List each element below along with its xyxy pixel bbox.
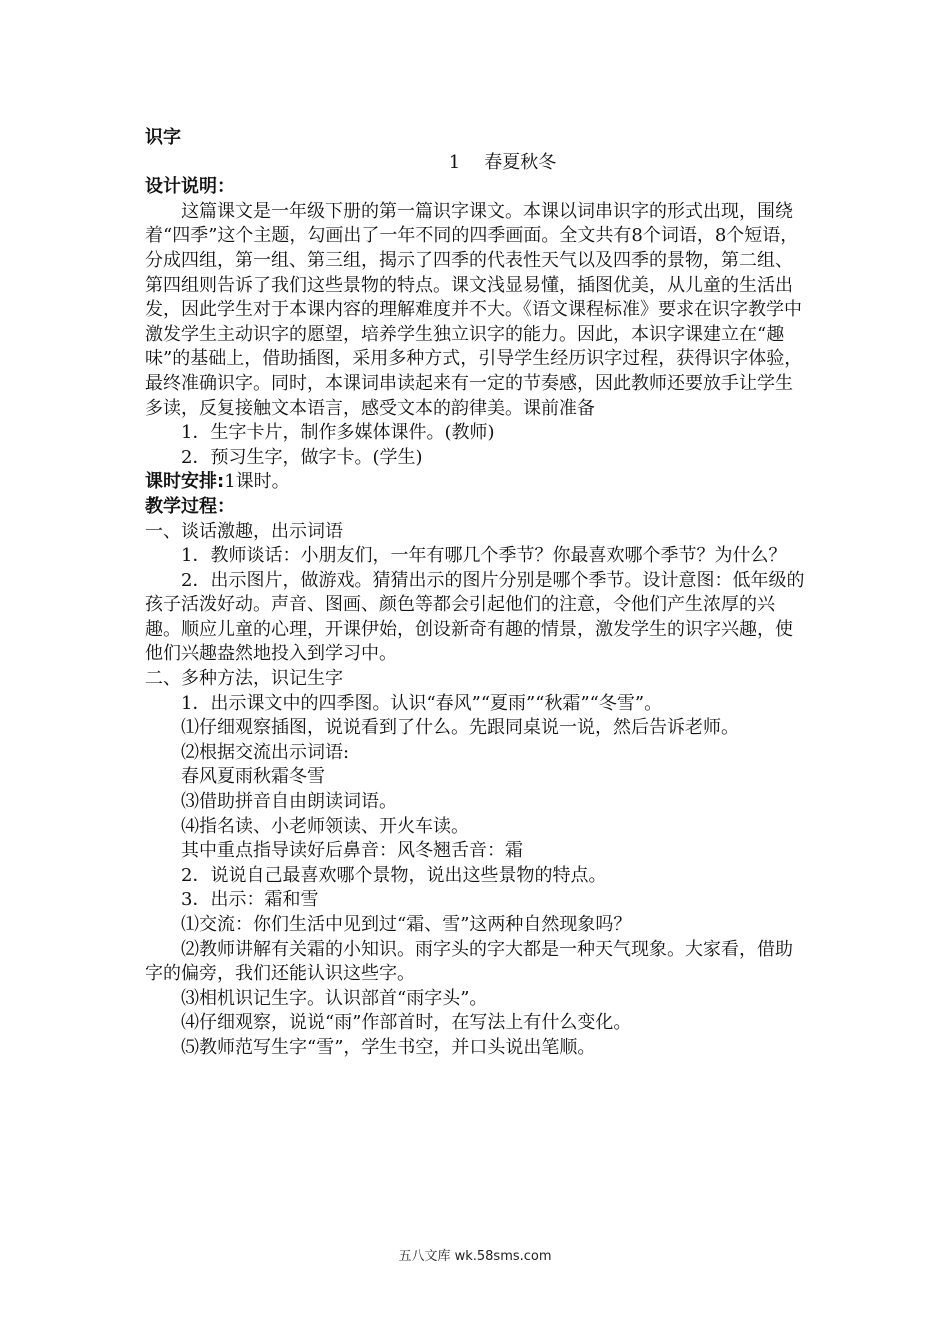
part2-sub-item: ⑷仔细观察，说说“雨”作部首时，在写法上有什么变化。 — [181, 1012, 632, 1034]
part1-title: 一、谈话激趣，出示词语 — [145, 520, 343, 542]
part2-item: 1．出示课文中的四季图。认识“春风”“夏雨”“秋霜”“冬雪”。 — [181, 692, 663, 714]
word-list: 春风夏雨秋霜冬雪 — [181, 766, 325, 788]
part2-sub-item: ⑵根据交流出示词语: — [181, 741, 350, 763]
part2-sub-item: ⑴交流：你们生活中见到过“霜、雪”这两种自然现象吗？ — [181, 914, 632, 935]
part2-sub-item: ⑸教师范写生字“雪”，学生书空，并口头说出笔顺。 — [181, 1036, 596, 1058]
schedule-line — [145, 470, 810, 495]
lesson-number: 1 — [448, 151, 461, 173]
part2-sub-item: ⑵教师讲解有关霜的小知识。雨字头的字大都是一种天气现象。大家看，借助字的偏旁，我们还能认识这些字。 — [145, 938, 793, 985]
part1-item: 1．教师谈话：小朋友们，一年有哪几个季节？你最喜欢哪个季节？为什么？ — [181, 545, 787, 567]
design-paragraph: 这篇课文是一年级下册的第一篇识字课文。本课以词串识字的形式出现，围绕着“四季”这个主题，勾画出了一年不同的四季画面。全文共有8个词语，8个短语，分成四组，第一组、第三组，揭示了四季的代表性天气以及四季的景物，第二组、第四组则告诉了我们这些景物的特点。课文浅显易懂，插图优美，从儿童的生活出发，因此学生对于本课内容的理解难度并不大。《语文课程标准》要求在识字教学中激发学生主动识字的愿望，培养学生独立识字的能力。因此，本识字课建立在“趣味”的基础上，借助插图，采用多种方式，引导学生经历识字过程，获得识字体验，最终准确识字。同时，本课词串读起来有一定的节奏感，因此教师还要放手让学生多读，反复接触文本语言，感受文本的韵律美。课前准备 — [145, 200, 803, 419]
process-heading: 教学过程： — [145, 495, 235, 517]
document-body — [145, 126, 810, 1061]
part2-sub-item: ⑷指名读、小老师领读、开火车读。 — [181, 815, 469, 837]
part2-item: 2．说说自己最喜欢哪个景物，说出这些景物的特点。 — [181, 864, 607, 886]
pronunciation-note: 其中重点指导读好后鼻音：风冬翘舌音：霜 — [181, 840, 523, 862]
prep-item: 2．预习生字，做字卡。(学生) — [181, 446, 423, 468]
lesson-title: 春夏秋冬 — [484, 151, 557, 173]
design-heading: 设计说明： — [145, 176, 235, 198]
lesson-title-line — [145, 151, 810, 176]
part2-item: 3．出示：霜和雪 — [181, 889, 319, 911]
part2-sub-item: ⑴仔细观察插图，说说看到了什么。先跟同桌说一说，然后告诉老师。 — [181, 717, 739, 739]
part2-sub-item: ⑶相机识记生字。认识部首“雨字头”。 — [181, 987, 488, 1009]
section-heading: 识字 — [145, 127, 181, 148]
schedule-value: 1课时。 — [224, 471, 290, 493]
schedule-label: 课时安排: — [145, 471, 225, 493]
footer-watermark: 五八文库 wk.58sms.com — [398, 1249, 552, 1264]
part2-title: 二、多种方法，识记生字 — [145, 668, 343, 690]
part2-sub-item: ⑶借助拼音自由朗读词语。 — [181, 791, 397, 813]
part1-item: 2．出示图片，做游戏。猜猜出示的图片分别是哪个季节。设计意图：低年级的孩子活泼好动。声音、图画、颜色等都会引起他们的注意，令他们产生浓厚的兴趣。顺应儿童的心理，开课伊始，创设新奇有趣的情景，激发学生的识字兴趣，使他们兴趣盎然地投入到学习中。 — [145, 569, 805, 665]
prep-item: 1．生字卡片，制作多媒体课件。(教师) — [181, 422, 495, 444]
